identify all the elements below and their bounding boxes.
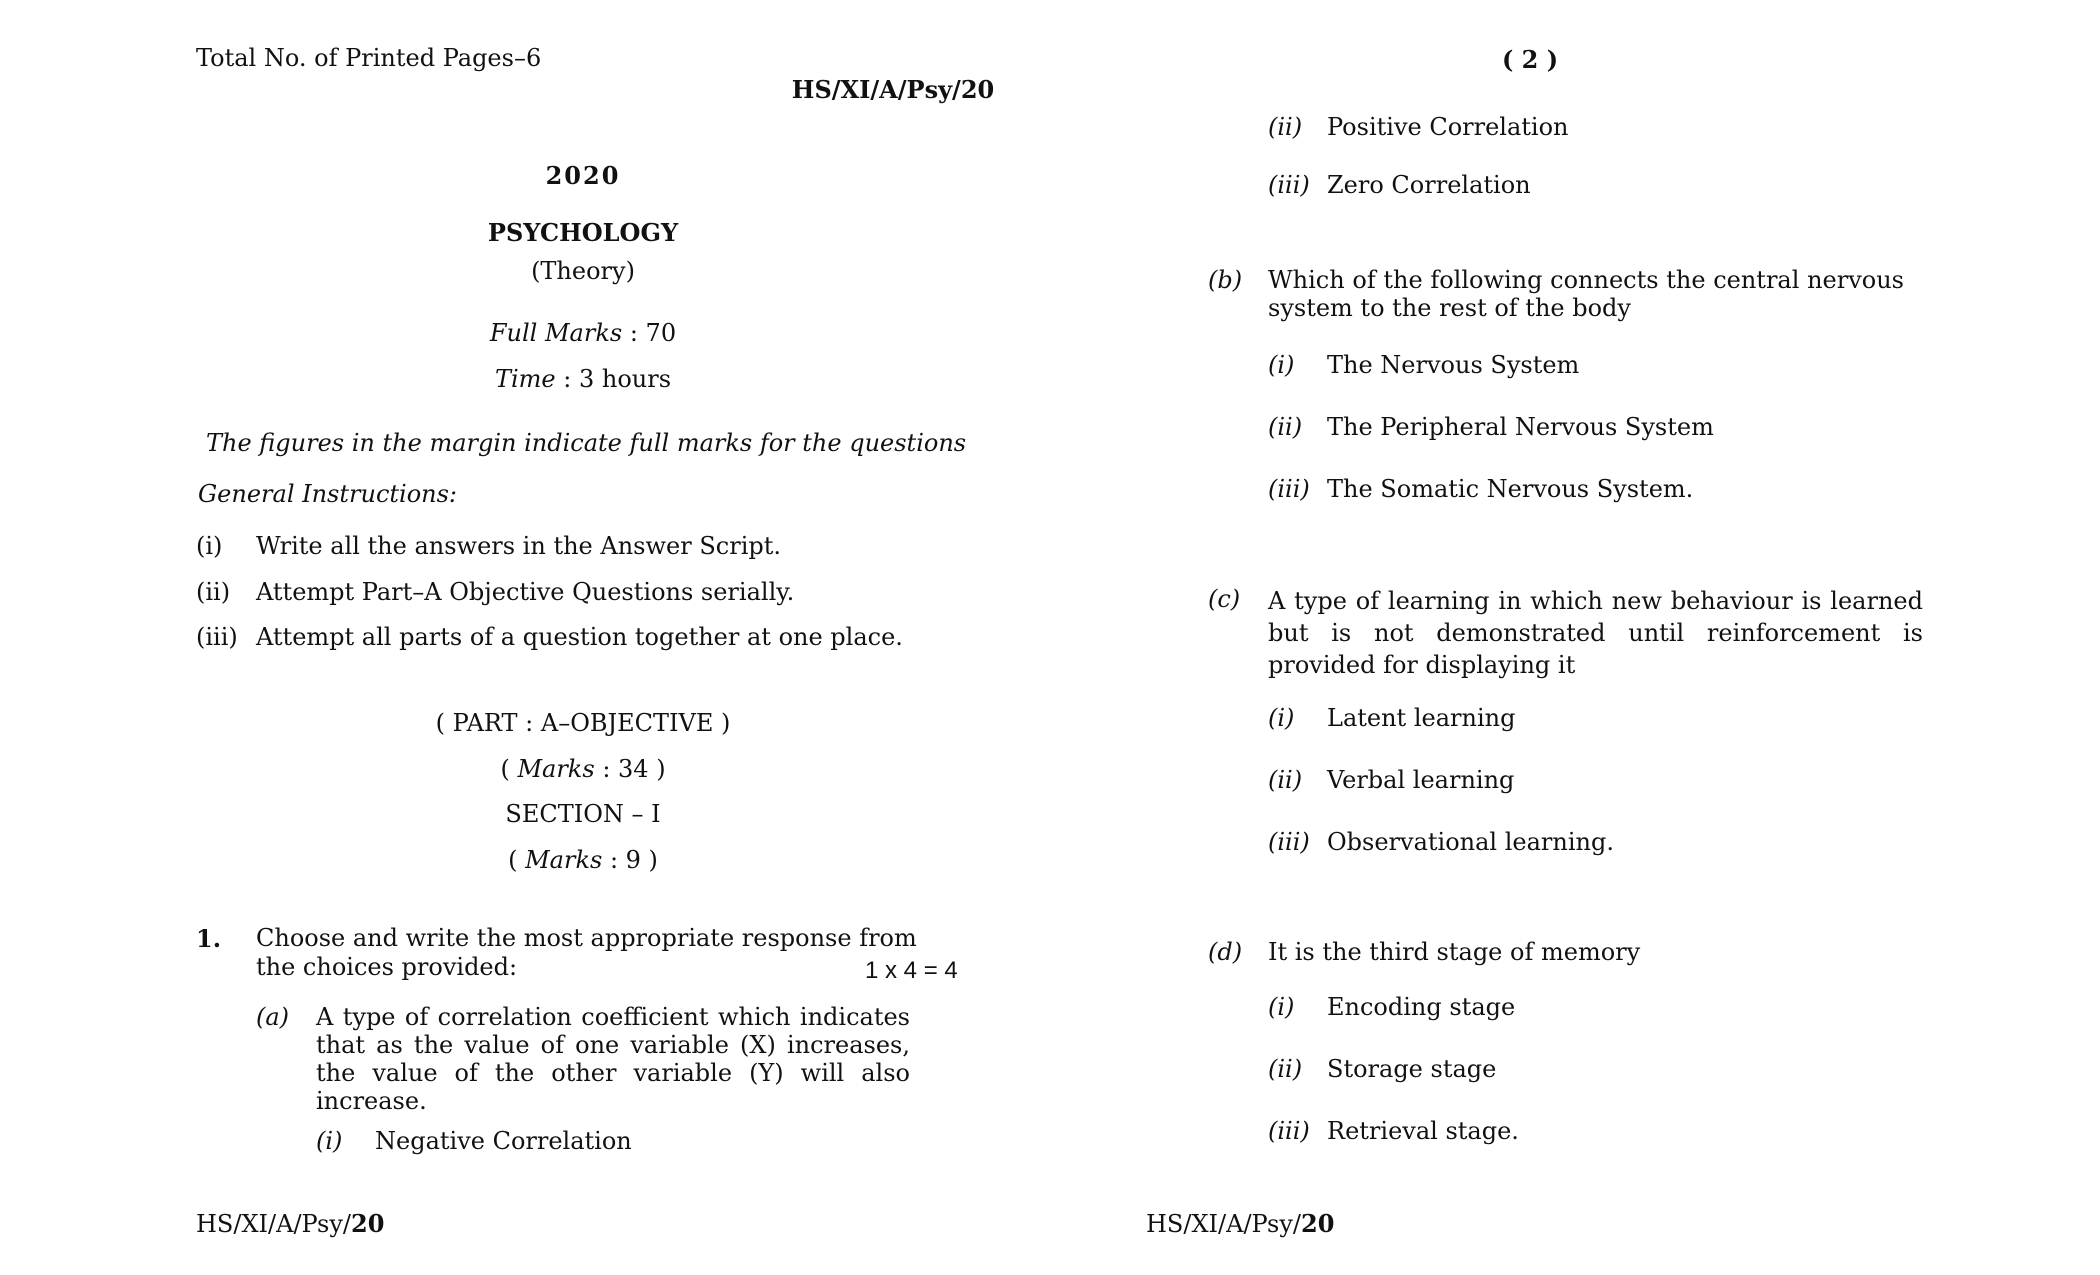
option-text: Encoding stage <box>1327 993 1516 1021</box>
footer-paper-code <box>196 1209 384 1238</box>
part-marks-label: Marks <box>517 755 595 783</box>
part-d-text: It is the third stage of memory <box>1268 938 1641 966</box>
option-label: (i) <box>316 1127 343 1155</box>
right-page <box>1050 0 2100 1275</box>
option-label: (ii) <box>1268 766 1303 794</box>
instructions-heading: General Instructions: <box>198 480 458 508</box>
option-text: Negative Correlation <box>375 1127 632 1155</box>
time-allowed <box>495 365 671 393</box>
section-marks <box>508 846 658 874</box>
option-text: Positive Correlation <box>1327 113 1569 141</box>
section-heading: SECTION – I <box>505 800 661 828</box>
footer-code-year: 20 <box>351 1209 385 1238</box>
part-marks <box>500 755 665 783</box>
option-text: Verbal learning <box>1327 766 1515 794</box>
option-label: (iii) <box>1268 1117 1310 1145</box>
subject-title: PSYCHOLOGY <box>487 218 679 247</box>
question-marks: 1 x 4 = 4 <box>865 957 958 984</box>
option-label: (i) <box>1268 704 1295 732</box>
part-heading: ( PART : A–OBJECTIVE ) <box>435 709 731 737</box>
instruction-text: Write all the answers in the Answer Script. <box>256 532 781 560</box>
footer-paper-code <box>1146 1209 1334 1238</box>
section-marks-label: Marks <box>525 846 603 874</box>
full-marks-value: : 70 <box>629 319 677 347</box>
question-text-line: the choices provided: <box>256 953 518 981</box>
page-number: ( 2 ) <box>1501 45 1559 74</box>
section-marks-open: ( <box>508 846 518 874</box>
footer-code-year: 20 <box>1301 1209 1335 1238</box>
instruction-number: (i) <box>196 532 223 560</box>
paper-code: HS/XI/A/Psy/20 <box>791 75 995 104</box>
option-label: (i) <box>1268 993 1295 1021</box>
instruction-number: (ii) <box>196 578 231 606</box>
margin-note: The figures in the margin indicate full marks for the questions <box>206 429 967 457</box>
option-text: Observational learning. <box>1327 828 1614 856</box>
instruction-text: Attempt Part–A Objective Questions serially. <box>256 578 795 606</box>
part-a-text: A type of correlation coefficient which indicates that as the value of one variable (X) increases, the value of the other variable (Y) will also increase. <box>316 1003 910 1115</box>
part-label: (a) <box>256 1003 290 1031</box>
footer-code-prefix: HS/XI/A/Psy/ <box>196 1210 351 1238</box>
option-text: Latent learning <box>1327 704 1516 732</box>
question-text-line: Choose and write the most appropriate response from <box>256 924 917 952</box>
option-text: The Somatic Nervous System. <box>1327 475 1694 503</box>
option-text: The Peripheral Nervous System <box>1327 413 1714 441</box>
option-text: Storage stage <box>1327 1055 1497 1083</box>
option-text: The Nervous System <box>1327 351 1580 379</box>
footer-code-prefix: HS/XI/A/Psy/ <box>1146 1210 1301 1238</box>
time-value: : 3 hours <box>563 365 672 393</box>
option-label: (i) <box>1268 351 1295 379</box>
question-number: 1. <box>196 924 222 953</box>
printed-pages-note: Total No. of Printed Pages–6 <box>196 44 542 72</box>
section-marks-value: : 9 ) <box>609 846 658 874</box>
option-label: (iii) <box>1268 171 1310 199</box>
full-marks-label: Full Marks <box>489 319 623 347</box>
part-c-text: A type of learning in which new behaviour is learned but is not demonstrated until reinforcement is provided for displaying it <box>1268 587 1923 679</box>
part-marks-value: : 34 ) <box>602 755 666 783</box>
full-marks <box>490 319 676 347</box>
option-label: (ii) <box>1268 113 1303 141</box>
time-label: Time <box>494 365 556 393</box>
option-label: (iii) <box>1268 828 1310 856</box>
option-label: (ii) <box>1268 413 1303 441</box>
part-label: (b) <box>1208 266 1243 294</box>
part-marks-open: ( <box>500 755 510 783</box>
option-text: Zero Correlation <box>1327 171 1531 199</box>
exam-year: 2020 <box>545 161 621 190</box>
part-label: (d) <box>1208 938 1243 966</box>
paper-type: (Theory) <box>531 257 635 285</box>
instruction-text: Attempt all parts of a question together at one place. <box>256 623 903 651</box>
instruction-number: (iii) <box>196 623 238 651</box>
option-label: (iii) <box>1268 475 1310 503</box>
option-label: (ii) <box>1268 1055 1303 1083</box>
option-text: Retrieval stage. <box>1327 1117 1519 1145</box>
part-b-text: Which of the following connects the central nervous system to the rest of the body <box>1268 266 1904 322</box>
part-label: (c) <box>1208 585 1241 613</box>
